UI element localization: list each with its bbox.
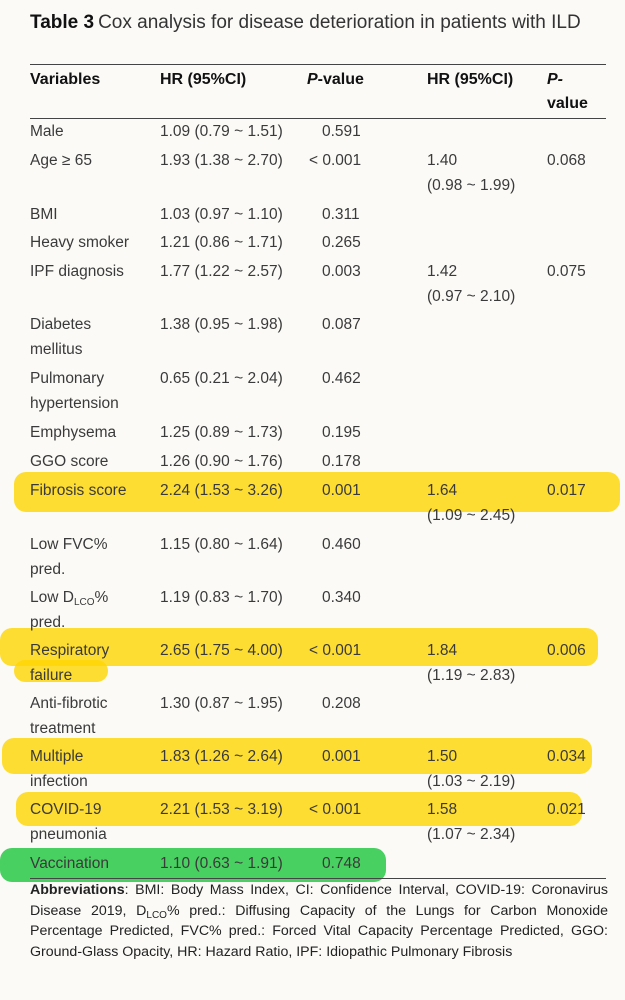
cell-p-multi: 0.034 bbox=[547, 748, 586, 765]
cell-p: 0.001 bbox=[322, 482, 361, 499]
cell-p: 0.208 bbox=[322, 695, 361, 712]
cell-hr-multi: 1.58 bbox=[427, 801, 458, 818]
cell-p: < 0.001 bbox=[309, 642, 362, 659]
cell-variable: Low FVC% bbox=[30, 536, 108, 553]
cell-variable bbox=[30, 586, 108, 610]
abbreviations-footnote bbox=[30, 880, 608, 962]
cell-variable: Emphysema bbox=[30, 424, 117, 441]
header-p-univariate bbox=[307, 68, 364, 92]
cell-variable: Anti-fibrotic bbox=[30, 695, 108, 712]
cell-hr-multi: 1.64 bbox=[427, 482, 458, 499]
cell-hr-multi-ci: (1.09 ~ 2.45) bbox=[427, 507, 516, 524]
table-label: Table 3 bbox=[30, 12, 95, 33]
cell-variable-line2: pred. bbox=[30, 614, 66, 631]
abbreviations-text-1: : BMI: Body Mass Index, CI: Confidence Interval, COVID-19: Coronavirus Disease 2019, D bbox=[30, 882, 608, 919]
cell-p: 0.311 bbox=[322, 206, 360, 223]
cell-variable-line2: mellitus bbox=[30, 341, 83, 358]
cell-variable-line2: infection bbox=[30, 773, 88, 790]
cell-hr: 2.65 (1.75 ~ 4.00) bbox=[160, 642, 283, 659]
cell-hr: 1.21 (0.86 ~ 1.71) bbox=[160, 234, 283, 251]
cell-hr: 1.83 (1.26 ~ 2.64) bbox=[160, 748, 283, 765]
cell-p-multi: 0.021 bbox=[547, 801, 586, 818]
cell-hr: 1.38 (0.95 ~ 1.98) bbox=[160, 316, 283, 333]
cell-variable: Pulmonary bbox=[30, 370, 105, 387]
cell-variable: IPF diagnosis bbox=[30, 263, 124, 280]
table-caption-text: Cox analysis for disease deterioration in patients with ILD bbox=[98, 12, 581, 33]
cell-variable-line2: treatment bbox=[30, 720, 96, 737]
cell-hr-multi: 1.42 bbox=[427, 263, 458, 280]
table-header-rule bbox=[30, 118, 606, 119]
header-p-italic: P bbox=[307, 71, 318, 88]
cell-p: 0.195 bbox=[322, 424, 361, 441]
cell-variable-line2: hypertension bbox=[30, 395, 119, 412]
header-hr-univariate: HR (95%CI) bbox=[160, 71, 247, 88]
abbreviations-sub: LCO bbox=[146, 909, 167, 921]
cell-hr: 1.19 (0.83 ~ 1.70) bbox=[160, 589, 283, 606]
cell-hr: 0.65 (0.21 ~ 2.04) bbox=[160, 370, 283, 387]
cell-p: 0.462 bbox=[322, 370, 361, 387]
cell-p-multi: 0.006 bbox=[547, 642, 586, 659]
cell-hr: 1.93 (1.38 ~ 2.70) bbox=[160, 152, 283, 169]
cell-variable: Age ≥ 65 bbox=[30, 152, 92, 169]
cell-hr: 1.30 (0.87 ~ 1.95) bbox=[160, 695, 283, 712]
cell-hr-multi: 1.40 bbox=[427, 152, 458, 169]
cell-hr-multi-ci: (1.19 ~ 2.83) bbox=[427, 667, 516, 684]
dlco-prefix: Low D bbox=[30, 589, 74, 606]
cell-variable: COVID-19 bbox=[30, 801, 102, 818]
cell-p-multi: 0.068 bbox=[547, 152, 586, 169]
cell-variable: Multiple bbox=[30, 748, 84, 765]
cell-p: 0.591 bbox=[322, 123, 361, 140]
dlco-suffix: % bbox=[94, 589, 109, 606]
cell-variable: Heavy smoker bbox=[30, 234, 130, 251]
highlight-multiple-infection bbox=[2, 738, 592, 774]
cell-p: 0.003 bbox=[322, 263, 361, 280]
header-p2-italic: P- bbox=[547, 71, 563, 88]
cell-p: 0.340 bbox=[322, 589, 361, 606]
cell-p-multi: 0.017 bbox=[547, 482, 586, 499]
cell-variable: Respiratory bbox=[30, 642, 110, 659]
header-hr-multivariate: HR (95%CI) bbox=[427, 71, 514, 88]
cell-p: 0.178 bbox=[322, 453, 361, 470]
header-p-multivariate bbox=[547, 68, 607, 116]
cell-variable-line2: pneumonia bbox=[30, 826, 107, 843]
cell-variable: BMI bbox=[30, 206, 58, 223]
cell-hr: 1.26 (0.90 ~ 1.76) bbox=[160, 453, 283, 470]
cell-p-multi: 0.075 bbox=[547, 263, 586, 280]
cell-hr: 1.25 (0.89 ~ 1.73) bbox=[160, 424, 283, 441]
cell-hr: 1.09 (0.79 ~ 1.51) bbox=[160, 123, 283, 140]
cell-p: 0.265 bbox=[322, 234, 361, 251]
cell-hr: 1.03 (0.97 ~ 1.10) bbox=[160, 206, 283, 223]
table-top-rule bbox=[30, 64, 606, 65]
cell-p: 0.748 bbox=[322, 855, 361, 872]
cell-p: 0.087 bbox=[322, 316, 361, 333]
cell-hr: 2.21 (1.53 ~ 3.19) bbox=[160, 801, 283, 818]
cell-hr-multi: 1.84 bbox=[427, 642, 458, 659]
table-bottom-rule bbox=[30, 878, 606, 879]
cell-variable: Fibrosis score bbox=[30, 482, 127, 499]
header-variables: Variables bbox=[30, 71, 101, 88]
cell-p: 0.001 bbox=[322, 748, 361, 765]
abbreviations-label: Abbreviations bbox=[30, 882, 125, 898]
cell-variable: Vaccination bbox=[30, 855, 109, 872]
cell-variable: Diabetes bbox=[30, 316, 92, 333]
header-p-rest: -value bbox=[317, 71, 364, 88]
cell-hr-multi-ci: (1.03 ~ 2.19) bbox=[427, 773, 516, 790]
cell-hr: 2.24 (1.53 ~ 3.26) bbox=[160, 482, 283, 499]
cell-hr-multi-ci: (0.98 ~ 1.99) bbox=[427, 177, 516, 194]
cell-hr-multi-ci: (0.97 ~ 2.10) bbox=[427, 288, 516, 305]
dlco-sub: LCO bbox=[73, 597, 95, 608]
header-p2-rest: value bbox=[547, 95, 588, 112]
cell-hr-multi: 1.50 bbox=[427, 748, 458, 765]
cell-hr: 1.77 (1.22 ~ 2.57) bbox=[160, 263, 283, 280]
abbreviations-text-2: % pred.: Diffusing Capacity of the Lungs for Carbon Monoxide Percentage Predicted, FVC% pred.: Forced Vital Capacity Percentage Predicted, GGO: Ground-Glass Opacity, HR: Hazard Ratio, IPF: Idiopathic Pulmonary Fibrosis bbox=[30, 902, 609, 960]
cell-p: 0.460 bbox=[322, 536, 361, 553]
cell-hr: 1.15 (0.80 ~ 1.64) bbox=[160, 536, 283, 553]
cell-hr: 1.10 (0.63 ~ 1.91) bbox=[160, 855, 283, 872]
cell-variable-line2: failure bbox=[30, 667, 73, 684]
cell-variable-line2: pred. bbox=[30, 561, 66, 578]
cell-variable: GGO score bbox=[30, 453, 109, 470]
table-caption bbox=[30, 10, 600, 36]
cell-p: < 0.001 bbox=[309, 801, 362, 818]
cell-p: < 0.001 bbox=[309, 152, 362, 169]
cell-variable: Male bbox=[30, 123, 64, 140]
cell-hr-multi-ci: (1.07 ~ 2.34) bbox=[427, 826, 516, 843]
